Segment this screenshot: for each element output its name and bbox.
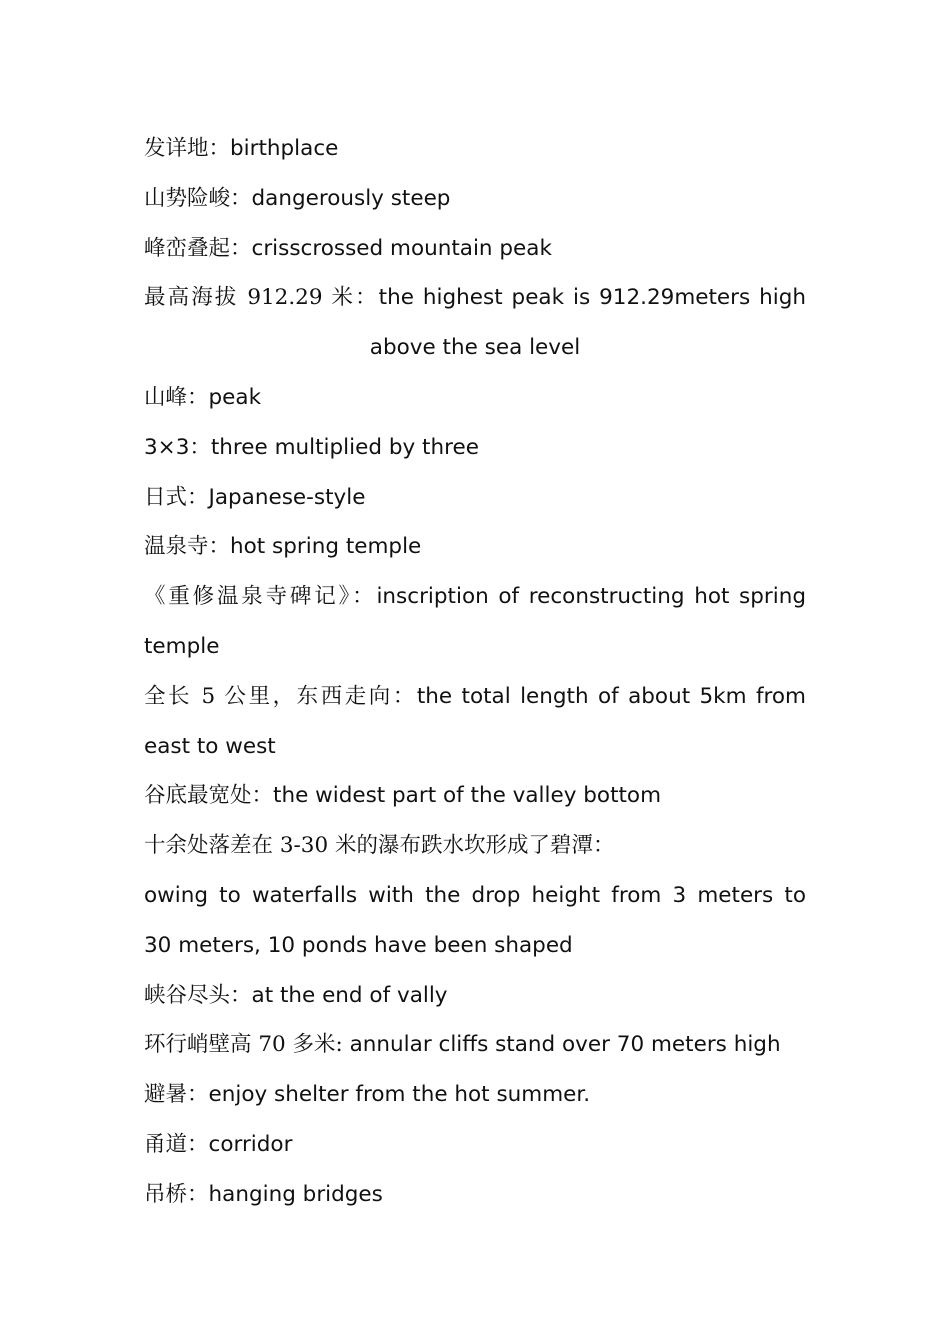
entry-translation: at the end of vally — [251, 982, 448, 1008]
entry-hanging-bridges — [144, 1170, 806, 1220]
entry-term: 山峰： — [144, 384, 209, 410]
entry-summer-shelter — [144, 1070, 806, 1120]
entry-translation: peak — [208, 384, 262, 410]
entry-altitude-continued — [144, 323, 806, 373]
entry-steep — [144, 174, 806, 224]
entry-peak — [144, 373, 806, 423]
entry-term: 吊桥： — [144, 1181, 209, 1207]
entry-hot-spring-temple — [144, 522, 806, 572]
entry-term: 谷底最宽处： — [144, 783, 274, 809]
entry-translation: hanging bridges — [208, 1181, 383, 1207]
entry-birthplace — [144, 124, 806, 174]
entry-term: 避暑： — [144, 1082, 209, 1108]
entry-translation: crisscrossed mountain peak — [251, 235, 552, 261]
entry-translation: corridor — [208, 1131, 293, 1157]
entry-translation: annular cliffs stand over 70 meters high — [342, 1032, 781, 1058]
entry-term: 温泉寺： — [144, 534, 231, 560]
entry-translation-continued: 30 meters, 10 ponds have been shaped — [144, 932, 573, 958]
entry-waterfalls-term — [144, 821, 806, 871]
entry-term: 发详地： — [144, 136, 231, 161]
entry-altitude — [144, 273, 806, 323]
entry-valley-end — [144, 971, 806, 1021]
entry-translation: Japanese-style — [208, 484, 366, 510]
entry-translation: birthplace — [230, 136, 339, 161]
entry-translation-continued: east to west — [144, 733, 276, 759]
entry-term: 甬道： — [144, 1131, 209, 1157]
entry-corridor — [144, 1120, 806, 1170]
entry-translation: inscription of reconstructing hot spring — [376, 584, 806, 610]
entry-total-length-continued — [144, 722, 806, 772]
entry-term: 峰峦叠起： — [144, 235, 252, 261]
entry-three-by-three — [144, 423, 806, 473]
entry-translation-continued: above the sea level — [369, 335, 581, 361]
entry-inscription-continued — [144, 622, 806, 672]
entry-term: 全长 5 公里，东西走向： — [144, 683, 417, 709]
glossary-list — [144, 124, 806, 1220]
entry-cliffs — [144, 1020, 806, 1070]
entry-translation: the widest part of the valley bottom — [273, 783, 662, 809]
entry-translation: owing to waterfalls with the drop height from 3 meters to — [144, 882, 806, 908]
entry-term: 最高海拔 912.29 米： — [144, 285, 379, 311]
entry-term: 峡谷尽头： — [144, 982, 252, 1008]
entry-term: 山势险峻： — [144, 185, 252, 211]
entry-total-length — [144, 672, 806, 722]
entry-valley-bottom — [144, 771, 806, 821]
entry-waterfalls-continued — [144, 921, 806, 971]
entry-peaks — [144, 224, 806, 274]
entry-translation: enjoy shelter from the hot summer. — [208, 1082, 591, 1108]
entry-term: 十余处落差在 3-30 米的瀑布跌水坎形成了碧潭： — [144, 833, 615, 859]
entry-translation: dangerously steep — [251, 185, 451, 211]
entry-translation: the highest peak is 912.29meters high — [378, 285, 806, 311]
entry-term: 《重修温泉寺碑记》： — [144, 584, 377, 610]
entry-inscription — [144, 572, 806, 622]
entry-translation: hot spring temple — [230, 534, 422, 560]
entry-translation: 3×3：three multiplied by three — [144, 434, 479, 460]
entry-term: 日式： — [144, 484, 209, 510]
entry-translation: the total length of about 5km from — [416, 683, 806, 709]
entry-japanese-style — [144, 473, 806, 523]
entry-translation-continued: temple — [144, 633, 220, 659]
entry-term: 环行峭壁高 70 多米: — [144, 1032, 343, 1058]
entry-waterfalls — [144, 871, 806, 921]
